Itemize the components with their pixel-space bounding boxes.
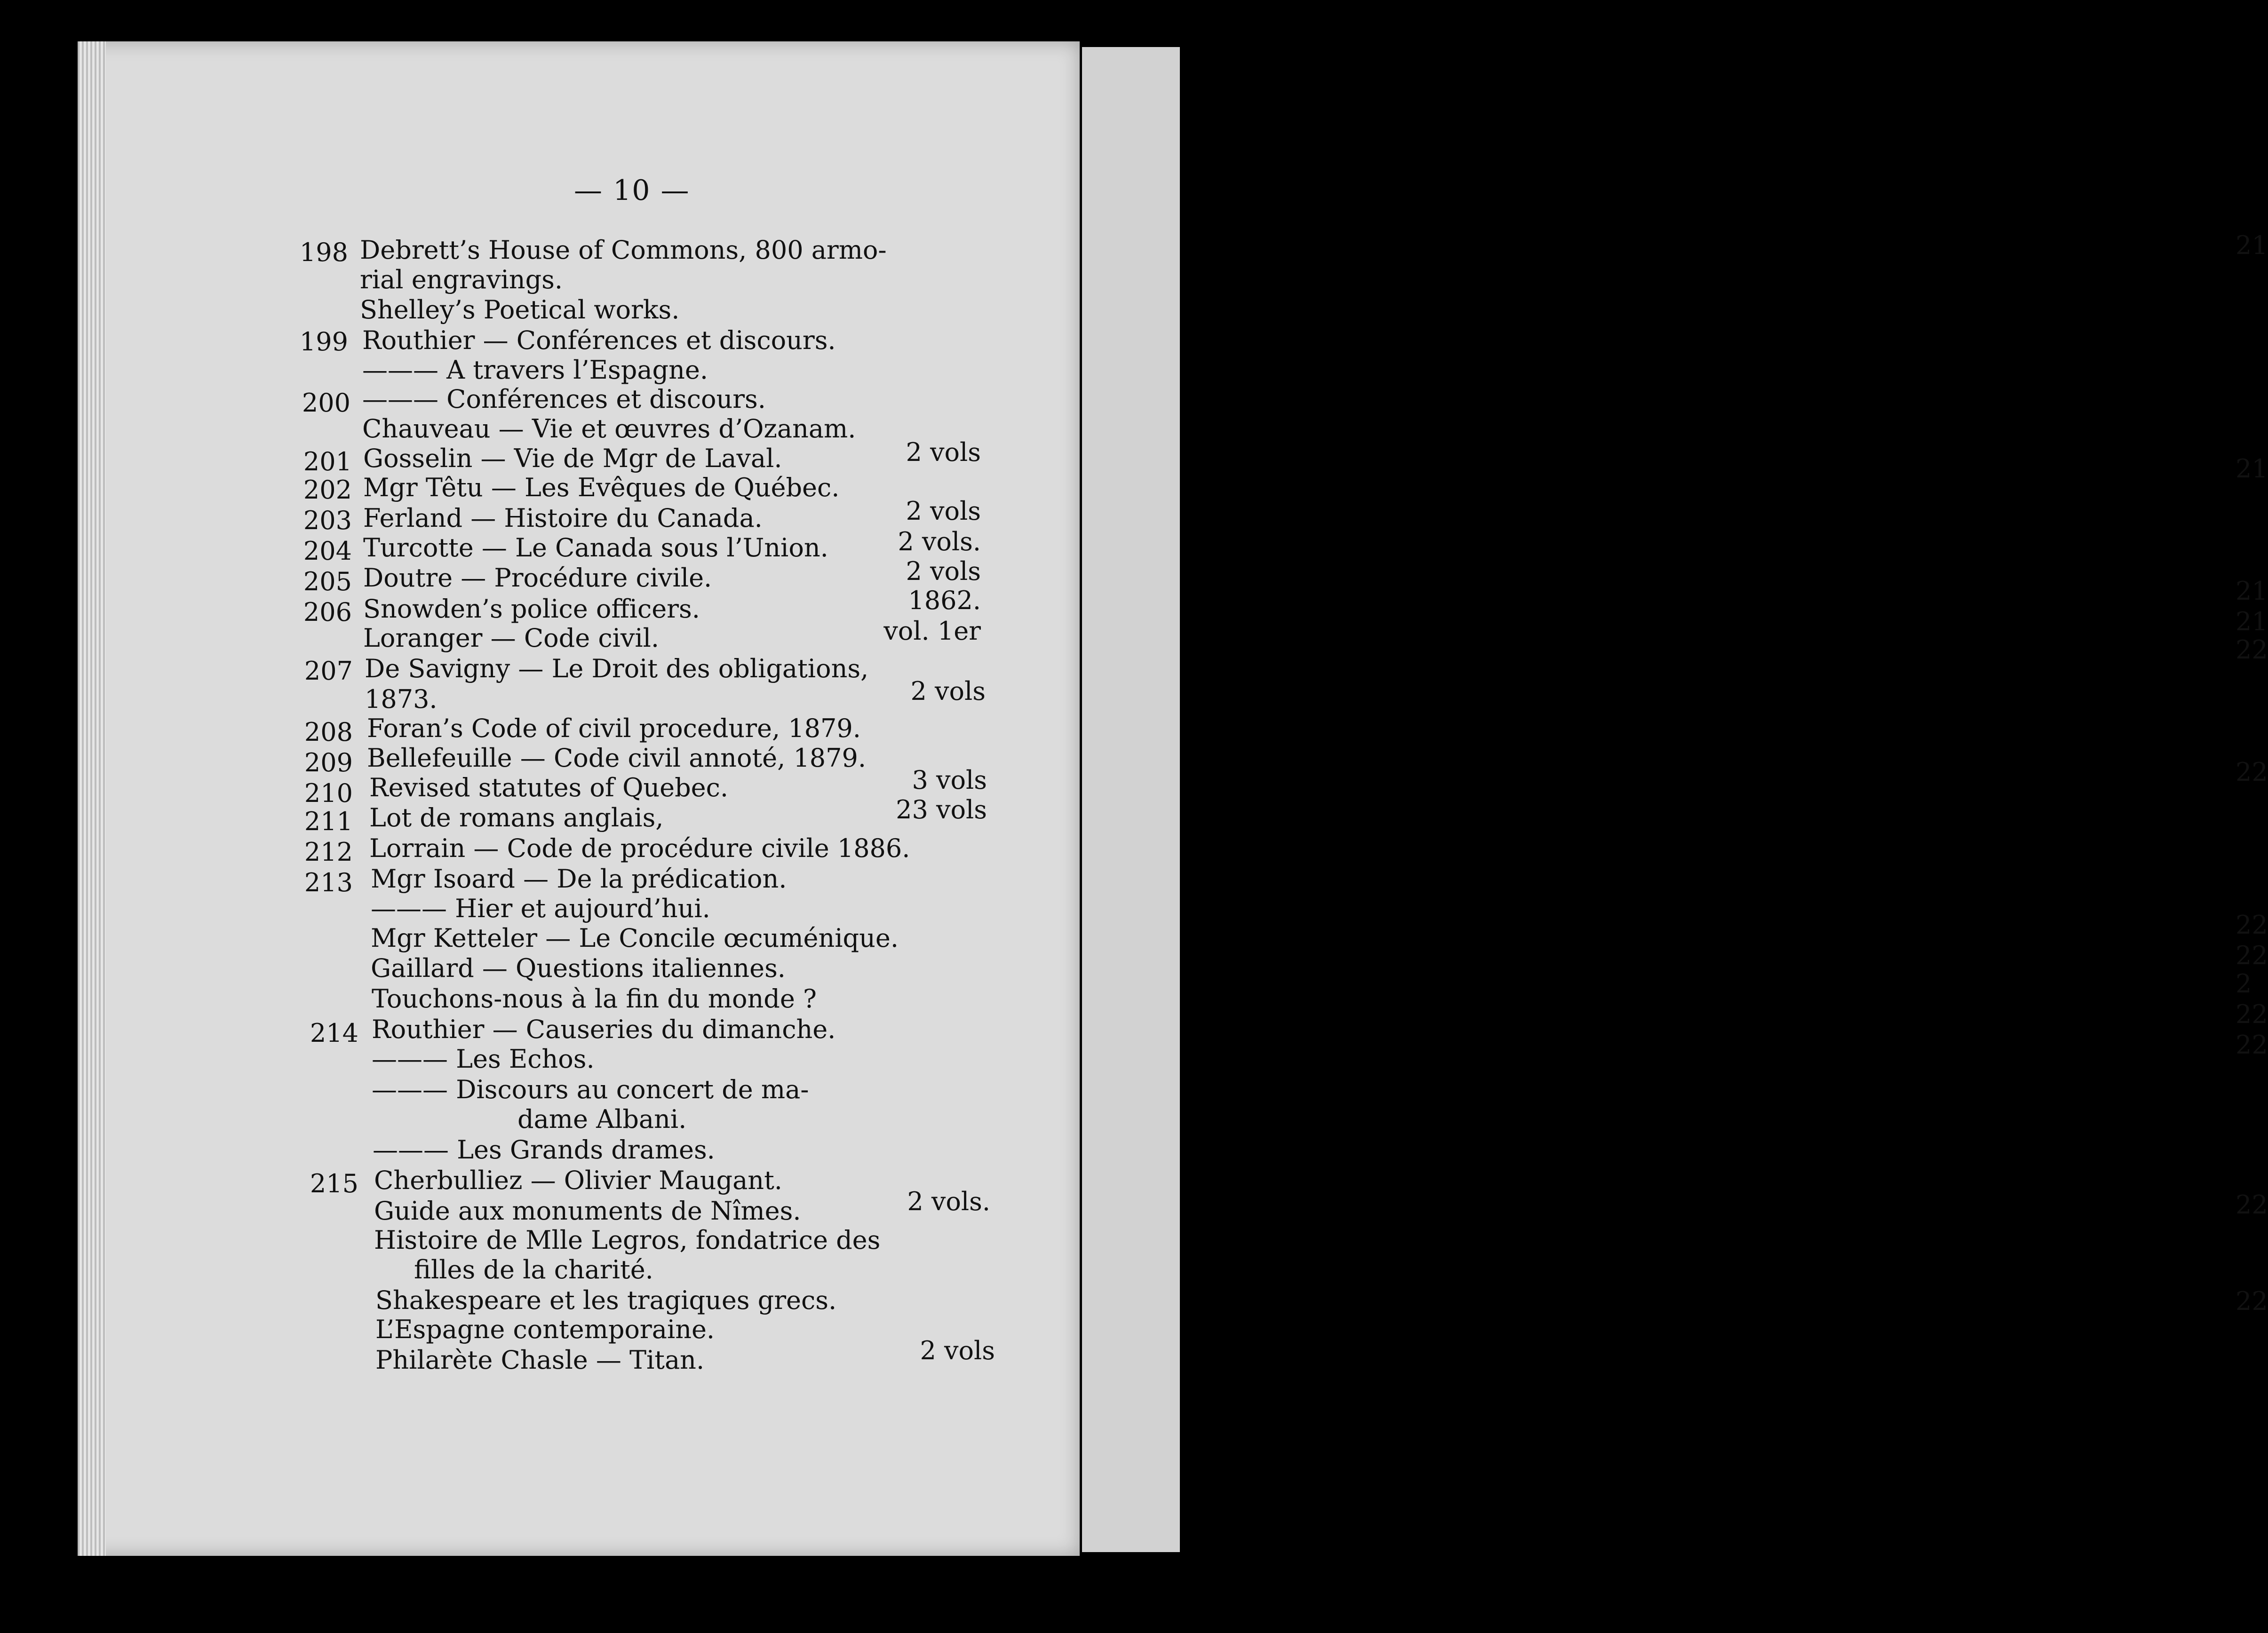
lot-number: 209 [304,748,353,777]
entry-line: Lorrain — Code de procédure civile 1886. [369,833,910,863]
adjacent-page-number: 21 [2236,454,2268,484]
entry-line: Touchons-nous à la fin du monde ? [372,984,817,1014]
entry-line: Shelley’s Poetical works. [360,295,680,325]
adjacent-page-number: 22 [2236,757,2268,787]
volume-note: 2 vols [910,676,986,706]
entry-line: 1873. [365,684,438,714]
adjacent-page-number: 22 [2236,635,2268,665]
entry-line: Lot de romans anglais, [369,803,664,832]
volume-note: 1862. [908,586,981,615]
adjacent-page-number: 22 [2236,1030,2268,1060]
lot-number: 215 [310,1169,358,1198]
entry-line: Philarète Chasle — Titan. [375,1345,705,1375]
entry-line: rial engravings. [360,265,563,294]
lot-number: 206 [303,597,352,627]
volume-note: 2 vols [906,437,981,467]
entry-line: ——— Les Grands drames. [373,1135,715,1165]
adjacent-page-number: 22 [2236,999,2268,1029]
lot-number: 204 [303,536,352,566]
entry-line: ——— Hier et aujourd’hui. [371,894,710,923]
entry-line: Chauveau — Vie et œuvres d’Ozanam. [362,414,856,444]
volume-note: 2 vols [906,556,981,586]
entry-line: Debrett’s House of Commons, 800 armo- [360,235,887,265]
entry-line: dame Albani. [517,1104,687,1134]
lot-number: 205 [303,567,352,596]
adjacent-page-number: 22 [2236,941,2268,970]
entry-line: Routhier — Causeries du dimanche. [372,1015,836,1044]
adjacent-page-number: 21 [2236,576,2268,606]
entry-line: Revised statutes of Quebec. [369,773,729,802]
entry-line: L’Espagne contemporaine. [375,1315,715,1344]
lot-number: 211 [304,807,353,836]
entry-line: Routhier — Conférences et discours. [362,325,836,355]
volume-note: 2 vols. [898,527,981,556]
entry-line: ——— A travers l’Espagne. [362,355,708,385]
entry-line: Loranger — Code civil. [363,623,660,653]
entry-line: Mgr Ketteler — Le Concile œcuménique. [371,923,899,953]
lot-number: 199 [299,327,348,357]
entry-line: Gaillard — Questions italiennes. [371,953,786,983]
lot-number: 208 [304,717,353,747]
volume-note: 2 vols [906,496,981,526]
lot-number: 201 [303,447,352,476]
entry-line: De Savigny — Le Droit des obligations, [365,654,869,683]
entry-line: Guide aux monuments de Nîmes. [374,1196,801,1226]
page-edge [78,41,106,1556]
entry-line: Turcotte — Le Canada sous l’Union. [363,533,828,563]
entry-line: Bellefeuille — Code civil annoté, 1879. [367,743,867,773]
adjacent-page-number: 21 [2236,230,2268,260]
entry-line: filles de la charité. [414,1255,653,1284]
volume-note: 23 vols [896,795,987,824]
entry-line: Mgr Isoard — De la prédication. [371,864,787,894]
lot-number: 198 [299,238,348,267]
entry-line: Ferland — Histoire du Canada. [363,503,763,533]
lot-number: 214 [310,1018,358,1048]
entry-line: Snowden’s police officers. [363,594,700,624]
lot-number: 202 [303,475,352,505]
lot-number: 212 [304,837,353,867]
entry-line: Mgr Têtu — Les Evêques de Québec. [363,473,840,502]
lot-number: 207 [304,656,353,686]
adjacent-page-number: 21 [2236,607,2268,636]
volume-note: 3 vols [912,765,987,795]
volume-note: 2 vols. [907,1187,990,1216]
adjacent-page-number: 22 [2236,910,2268,940]
entry-line: ——— Conférences et discours. [362,384,766,414]
entry-line: Foran’s Code of civil procedure, 1879. [367,713,861,743]
entry-line: Shakespeare et les tragiques grecs. [375,1285,837,1315]
lot-number: 200 [302,388,350,418]
adjacent-page [1082,47,2268,1552]
adjacent-page-number: 22 [2236,1190,2268,1220]
lot-number: 203 [303,506,352,535]
adjacent-page-number: 22 [2236,1286,2268,1316]
lot-number: 213 [304,868,353,897]
adjacent-page-number: 2 [2236,969,2252,999]
entry-line: Doutre — Procédure civile. [363,563,712,593]
page-number: — 10 — [574,174,690,207]
entry-line: Gosselin — Vie de Mgr de Laval. [363,444,782,473]
entry-line: Cherbulliez — Olivier Maugant. [374,1165,782,1195]
lot-number: 210 [304,778,353,808]
entry-line: ——— Les Echos. [372,1044,595,1074]
entry-line: ——— Discours au concert de ma- [372,1075,809,1104]
volume-note: 2 vols [920,1336,995,1365]
entry-line: Histoire de Mlle Legros, fondatrice des [374,1225,881,1255]
volume-note: vol. 1er [883,616,981,646]
